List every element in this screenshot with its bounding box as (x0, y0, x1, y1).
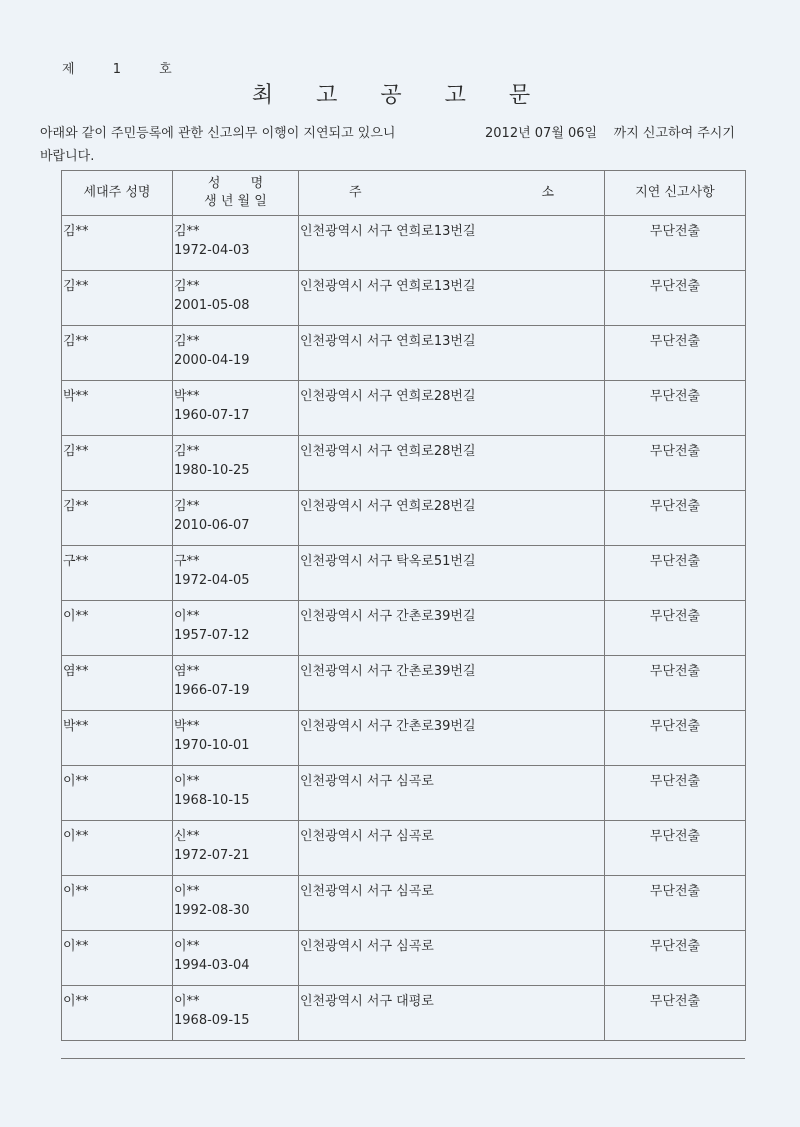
cell-householder (62, 216, 173, 271)
cell-status (605, 601, 746, 656)
cell-status (605, 766, 746, 821)
cell-name-birth (173, 656, 299, 711)
notice-intro (40, 122, 760, 168)
intro-text: 아래와 같이 주민등록에 관한 신고의무 이행이 지연되고 있으니 (40, 126, 396, 141)
cell-name-birth (173, 491, 299, 546)
person-name: 염** (174, 664, 200, 679)
header-name-birth (173, 171, 299, 216)
cell-name-birth (173, 216, 299, 271)
cell-name-birth (173, 931, 299, 986)
status-text: 무단전출 (649, 664, 701, 679)
header-address-right: 소 (541, 185, 555, 200)
due-date: 2012년 07월 06일 (485, 126, 598, 141)
address: 인천광역시 서구 연희로28번길 (300, 389, 476, 404)
person-name: 박** (174, 389, 200, 404)
householder-name: 이** (63, 994, 89, 1009)
table-row (62, 546, 746, 601)
status-text: 무단전출 (649, 279, 701, 294)
cell-householder (62, 986, 173, 1041)
status-text: 무단전출 (649, 884, 701, 899)
cell-status (605, 876, 746, 931)
status-text: 무단전출 (649, 994, 701, 1009)
status-text: 무단전출 (649, 719, 701, 734)
cell-name-birth (173, 381, 299, 436)
birth-date: 1972-04-03 (174, 243, 250, 258)
table-row (62, 271, 746, 326)
table-row (62, 766, 746, 821)
householder-name: 김** (63, 224, 89, 239)
cell-address (299, 876, 605, 931)
table-row (62, 711, 746, 766)
header-status: 지연 신고사항 (605, 171, 746, 216)
person-name: 이** (174, 994, 200, 1009)
header-householder: 세대주 성명 (62, 171, 173, 216)
status-text: 무단전출 (649, 444, 701, 459)
birth-date: 2010-06-07 (174, 518, 250, 533)
cell-name-birth (173, 986, 299, 1041)
table-row (62, 601, 746, 656)
householder-name: 박** (63, 389, 89, 404)
birth-date: 2000-04-19 (174, 353, 250, 368)
cell-name-birth (173, 601, 299, 656)
table-header-row (62, 171, 746, 216)
table-row (62, 656, 746, 711)
address: 인천광역시 서구 연희로28번길 (300, 444, 476, 459)
cell-status (605, 326, 746, 381)
bottom-rule (61, 1058, 745, 1059)
intro-tail: 까지 신고하여 주시기 (613, 126, 735, 141)
status-text: 무단전출 (649, 499, 701, 514)
cell-address (299, 601, 605, 656)
householder-name: 박** (63, 719, 89, 734)
address: 인천광역시 서구 심곡로 (300, 884, 434, 899)
cell-address (299, 931, 605, 986)
cell-householder (62, 601, 173, 656)
birth-date: 1980-10-25 (174, 463, 250, 478)
cell-householder (62, 491, 173, 546)
householder-name: 구** (63, 554, 89, 569)
person-name: 구** (174, 554, 200, 569)
cell-name-birth (173, 876, 299, 931)
person-name: 김** (174, 279, 200, 294)
cell-address (299, 326, 605, 381)
birth-date: 1957-07-12 (174, 628, 250, 643)
cell-address (299, 766, 605, 821)
address: 인천광역시 서구 간촌로39번길 (300, 609, 476, 624)
cell-address (299, 656, 605, 711)
householder-name: 김** (63, 334, 89, 349)
address: 인천광역시 서구 연희로28번길 (300, 499, 476, 514)
table-row (62, 216, 746, 271)
birth-date: 1970-10-01 (174, 738, 250, 753)
person-name: 이** (174, 939, 200, 954)
cell-householder (62, 271, 173, 326)
cell-householder (62, 821, 173, 876)
cell-status (605, 656, 746, 711)
cell-address (299, 381, 605, 436)
person-name: 박** (174, 719, 200, 734)
person-name: 김** (174, 334, 200, 349)
document-number: 제 1 호 (62, 62, 172, 77)
cell-address (299, 436, 605, 491)
person-name: 신** (174, 829, 200, 844)
birth-date: 2001-05-08 (174, 298, 250, 313)
cell-name-birth (173, 436, 299, 491)
cell-householder (62, 931, 173, 986)
status-text: 무단전출 (649, 389, 701, 404)
table-row (62, 821, 746, 876)
table-row (62, 931, 746, 986)
header-address (299, 171, 605, 216)
householder-name: 염** (63, 664, 89, 679)
cell-status (605, 271, 746, 326)
address: 인천광역시 서구 심곡로 (300, 829, 434, 844)
header-birth: 생 년 월 일 (204, 194, 267, 209)
address: 인천광역시 서구 연희로13번길 (300, 279, 476, 294)
intro-text-line2: 바랍니다. (40, 149, 95, 164)
cell-status (605, 381, 746, 436)
address: 인천광역시 서구 탁옥로51번길 (300, 554, 476, 569)
cell-address (299, 821, 605, 876)
person-name: 김** (174, 444, 200, 459)
cell-address (299, 271, 605, 326)
birth-date: 1968-09-15 (174, 1013, 250, 1028)
table-row (62, 491, 746, 546)
householder-name: 이** (63, 774, 89, 789)
birth-date: 1968-10-15 (174, 793, 250, 808)
address: 인천광역시 서구 간촌로39번길 (300, 664, 476, 679)
birth-date: 1994-03-04 (174, 958, 250, 973)
cell-address (299, 491, 605, 546)
status-text: 무단전출 (649, 939, 701, 954)
status-text: 무단전출 (649, 334, 701, 349)
birth-date: 1966-07-19 (174, 683, 250, 698)
cell-householder (62, 326, 173, 381)
cell-status (605, 711, 746, 766)
overdue-report-table (61, 170, 746, 1041)
cell-address (299, 546, 605, 601)
cell-name-birth (173, 271, 299, 326)
address: 인천광역시 서구 심곡로 (300, 774, 434, 789)
householder-name: 김** (63, 444, 89, 459)
householder-name: 이** (63, 829, 89, 844)
householder-name: 김** (63, 279, 89, 294)
cell-householder (62, 656, 173, 711)
table-row (62, 326, 746, 381)
status-text: 무단전출 (649, 224, 701, 239)
householder-name: 이** (63, 609, 89, 624)
cell-name-birth (173, 711, 299, 766)
status-text: 무단전출 (649, 774, 701, 789)
cell-status (605, 821, 746, 876)
person-name: 이** (174, 884, 200, 899)
cell-householder (62, 381, 173, 436)
birth-date: 1992-08-30 (174, 903, 250, 918)
address: 인천광역시 서구 심곡로 (300, 939, 434, 954)
person-name: 김** (174, 224, 200, 239)
status-text: 무단전출 (649, 609, 701, 624)
address: 인천광역시 서구 연희로13번길 (300, 334, 476, 349)
page-title: 최 고 공 고 문 (251, 83, 549, 108)
householder-name: 이** (63, 884, 89, 899)
cell-householder (62, 766, 173, 821)
cell-name-birth (173, 326, 299, 381)
cell-householder (62, 876, 173, 931)
cell-name-birth (173, 766, 299, 821)
cell-status (605, 436, 746, 491)
cell-status (605, 216, 746, 271)
address: 인천광역시 서구 대평로 (300, 994, 434, 1009)
person-name: 김** (174, 499, 200, 514)
cell-status (605, 931, 746, 986)
table-body (62, 216, 746, 1041)
status-text: 무단전출 (649, 554, 701, 569)
cell-householder (62, 711, 173, 766)
cell-name-birth (173, 821, 299, 876)
person-name: 이** (174, 609, 200, 624)
table-row (62, 436, 746, 491)
cell-address (299, 986, 605, 1041)
due-line (485, 122, 735, 145)
cell-householder (62, 546, 173, 601)
cell-householder (62, 436, 173, 491)
address: 인천광역시 서구 간촌로39번길 (300, 719, 476, 734)
birth-date: 1972-04-05 (174, 573, 250, 588)
table-row (62, 381, 746, 436)
cell-status (605, 546, 746, 601)
table-row (62, 876, 746, 931)
cell-address (299, 711, 605, 766)
birth-date: 1960-07-17 (174, 408, 250, 423)
table-row (62, 986, 746, 1041)
header-name: 성 명 (207, 176, 264, 191)
cell-name-birth (173, 546, 299, 601)
header-address-left: 주 (348, 185, 362, 200)
cell-address (299, 216, 605, 271)
birth-date: 1972-07-21 (174, 848, 250, 863)
cell-status (605, 986, 746, 1041)
householder-name: 김** (63, 499, 89, 514)
cell-status (605, 491, 746, 546)
person-name: 이** (174, 774, 200, 789)
status-text: 무단전출 (649, 829, 701, 844)
address: 인천광역시 서구 연희로13번길 (300, 224, 476, 239)
householder-name: 이** (63, 939, 89, 954)
